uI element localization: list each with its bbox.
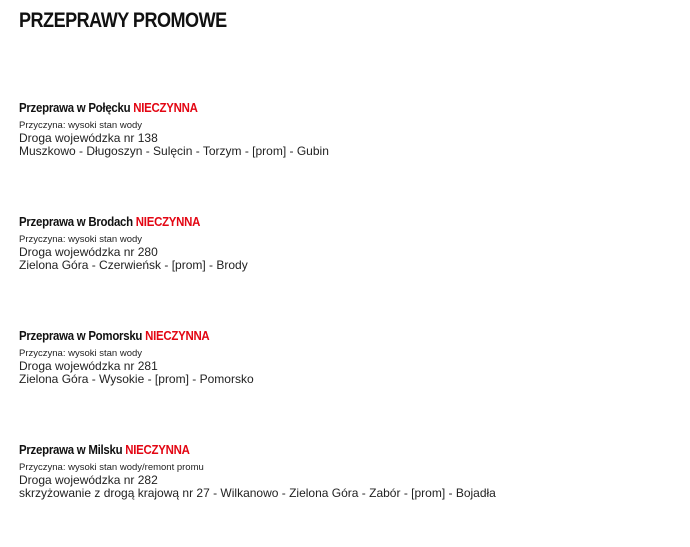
ferry-entry-pomorsko — [19, 328, 254, 386]
ferry-road: Droga wojewódzka nr 281 — [19, 359, 158, 373]
ferry-road: Droga wojewódzka nr 138 — [19, 131, 158, 145]
ferry-heading — [19, 100, 292, 116]
ferry-status-badge: NIECZYNNA — [133, 100, 198, 115]
ferry-route: Zielona Góra - Wysokie - [prom] - Pomorsko — [19, 372, 254, 386]
ferry-entry-brody — [19, 214, 248, 272]
ferry-crossings-page — [19, 8, 680, 500]
ferry-route: skrzyżowanie z drogą krajową nr 27 - Wilkanowo - Zielona Góra - Zabór - [prom] - Bojadła — [19, 486, 496, 500]
ferry-status-badge: NIECZYNNA — [135, 214, 201, 229]
ferry-reason: Przyczyna: wysoki stan wody — [19, 120, 143, 131]
ferry-reason: Przyczyna: wysoki stan wody — [19, 234, 143, 245]
ferry-road: Droga wojewódzka nr 282 — [19, 473, 158, 487]
ferry-entry-polecko — [19, 100, 329, 158]
ferry-heading — [19, 442, 439, 458]
ferry-status-badge: NIECZYNNA — [125, 442, 190, 457]
ferry-reason: Przyczyna: wysoki stan wody/remont promu — [19, 462, 204, 473]
ferry-name: Przeprawa w Brodach — [19, 214, 133, 229]
ferry-route: Zielona Góra - Czerwieńsk - [prom] - Brody — [19, 258, 248, 272]
ferry-reason: Przyczyna: wysoki stan wody — [19, 348, 143, 359]
ferry-entry-milsko — [19, 442, 496, 500]
ferry-heading — [19, 214, 220, 230]
ferry-road: Droga wojewódzka nr 280 — [19, 245, 158, 259]
ferry-status-badge: NIECZYNNA — [145, 328, 210, 343]
ferry-route: Muszkowo - Długoszyn - Sulęcin - Torzym - [prom] - Gubin — [19, 144, 329, 158]
ferry-name: Przeprawa w Połęcku — [19, 100, 131, 115]
ferry-name: Przeprawa w Milsku — [19, 442, 123, 457]
page-title: PRZEPRAWY PROMOWE — [19, 9, 227, 32]
ferry-heading — [19, 328, 225, 344]
ferry-name: Przeprawa w Pomorsku — [19, 328, 143, 343]
